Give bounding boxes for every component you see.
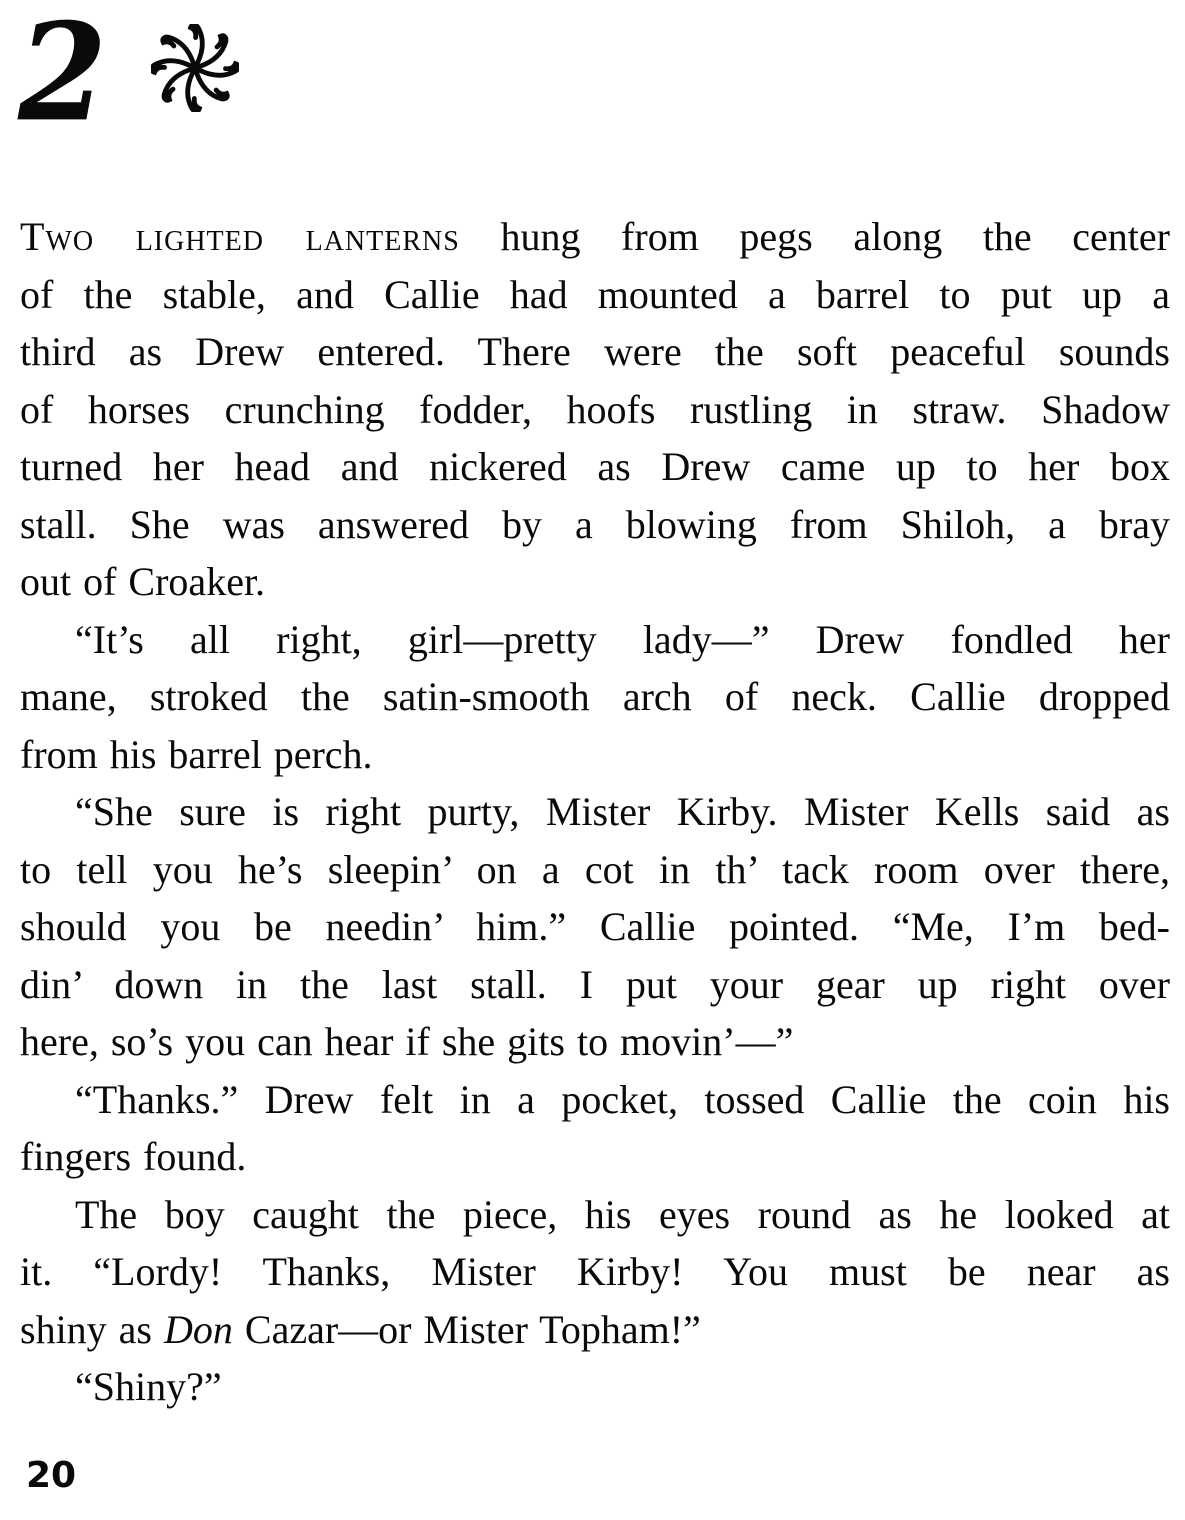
text-line: it. “Lordy! Thanks, Mister Kirby! You must be near as bbox=[20, 1249, 1170, 1294]
text-line: Two lighted lanterns hung from pegs along the center bbox=[20, 214, 1170, 259]
text-line: “Shiny?” bbox=[75, 1364, 222, 1409]
text-line: fingers found. bbox=[20, 1134, 247, 1179]
text-line: “It’s all right, girl—pretty lady—” Drew fondled her bbox=[75, 616, 1170, 662]
text-line: here, so’s you can hear if she gits to movin’—” bbox=[20, 1019, 794, 1064]
page-number: 20 bbox=[26, 1455, 77, 1496]
text-line: from his barrel perch. bbox=[20, 731, 373, 777]
text-line: to tell you he’s sleepin’ on a cot in th’ tack room over there, bbox=[20, 846, 1170, 892]
text-line: din’ down in the last stall. I put your gear up right over bbox=[20, 961, 1170, 1007]
text-line: stall. She was answered by a blowing from Shiloh, a bray bbox=[20, 501, 1170, 547]
text-line: should you be needin’ him.” Callie pointed. “Me, I’m bed- bbox=[20, 904, 1170, 949]
text-line: The boy caught the piece, his eyes round as he looked at bbox=[75, 1191, 1170, 1237]
text-line: out of Croaker. bbox=[20, 559, 266, 604]
pinwheel-asterisk-icon bbox=[151, 24, 239, 112]
text-line: of the stable, and Callie had mounted a barrel to put up a bbox=[20, 271, 1170, 317]
italic-text: Don bbox=[164, 1306, 233, 1352]
text-line: mane, stroked the satin-smooth arch of neck. Callie dropped bbox=[20, 674, 1170, 719]
small-caps-text: Two lighted lanterns bbox=[20, 214, 460, 259]
text-line: turned her head and nickered as Drew came up to her box bbox=[20, 444, 1170, 489]
text-line: third as Drew entered. There were the soft peaceful sounds bbox=[20, 329, 1170, 374]
body-text bbox=[20, 208, 1170, 1416]
text-line: of horses crunching fodder, hoofs rustling in straw. Shadow bbox=[20, 386, 1170, 432]
chapter-header bbox=[18, 0, 239, 152]
text-line: shiny as Don Cazar—or Mister Topham!” bbox=[20, 1306, 701, 1352]
text-line: “She sure is right purty, Mister Kirby. Mister Kells said as bbox=[75, 789, 1170, 834]
chapter-number: 2 bbox=[18, 0, 106, 152]
text-line: “Thanks.” Drew felt in a pocket, tossed Callie the coin his bbox=[75, 1076, 1170, 1122]
